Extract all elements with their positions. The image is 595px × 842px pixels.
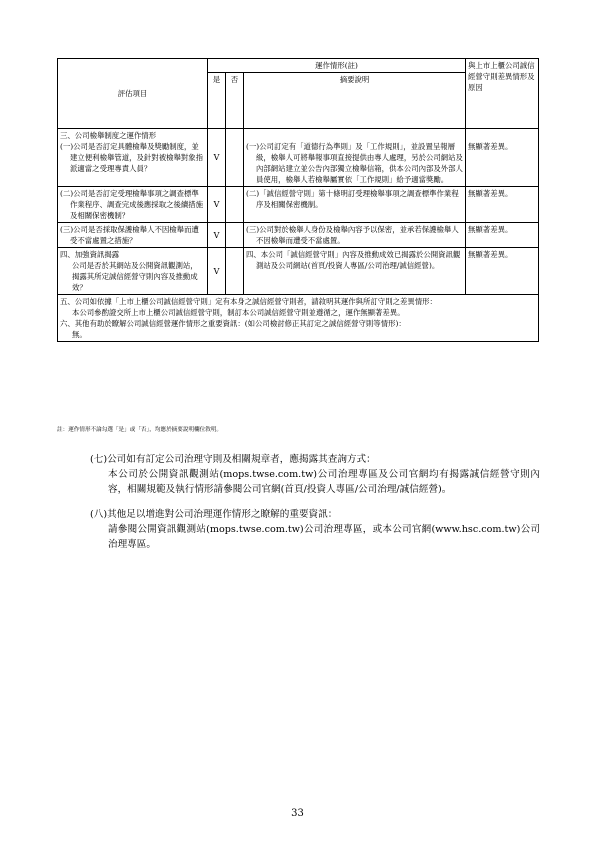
row-difference: 無顯著差異。: [466, 223, 539, 248]
row6-answer: 無。: [72, 330, 87, 339]
row-item: 公司是否於其網站及公開資訊觀測站，揭露其所定誠信經營守則內容及推動成效？: [72, 261, 198, 292]
table-row: [58, 248, 539, 295]
table-row: [58, 129, 539, 187]
row-summary: (二)「誠信經營守則」第十條明訂受理檢舉事項之調查標準作業程序及相關保密機制。: [246, 189, 459, 209]
row-yes-mark: V: [208, 129, 226, 187]
row-no-mark: [226, 187, 244, 223]
row-summary: 四、本公司「誠信經營守則」內容及推動成效已揭露於公開資訊觀測站及公司網站(首頁/投資人專區/公司治理/誠信經營)。: [246, 250, 461, 270]
table-row: [58, 295, 539, 342]
row-item: (一)公司是否訂定具體檢舉及獎勵制度，並建立便利檢舉管道，及針對被檢舉對象指派適當之受理專責人員？: [60, 142, 204, 173]
header-summary: 摘要說明: [244, 73, 466, 129]
header-difference: 與上市上櫃公司誠信經營守則差異情形及原因: [466, 59, 539, 129]
section-7-body: 本公司於公開資訊觀測站(mops.twse.com.tw)公司治理專區及公司官網均有揭露誠信經營守則內容，相關規範及執行情形請參閱公司官網(首頁/投資人專區/公司治理/誠信經營)。: [108, 469, 540, 495]
row-difference: 無顯著差異。: [466, 187, 539, 223]
table-footnote: 註：運作情形不論勾選「是」或「否」，均應於摘要說明欄位敘明。: [57, 427, 223, 433]
header-yes: 是: [208, 73, 226, 129]
row-summary: (一)公司訂定有「道德行為準則」及「工作規則」，並設置呈報層級，檢舉人可將舉報事項直接提供由專人處理，另於公司網站及內部網站建立並公告內部獨立檢舉信箱，供本公司內部及外部人員使用，檢舉人若檢舉屬實依「工作規則」給予適當獎勵。: [246, 142, 463, 184]
header-item: 評估項目: [58, 59, 208, 129]
row-yes-mark: V: [208, 248, 226, 295]
row-item: (三)公司是否採取保護檢舉人不因檢舉而遭受不當處置之措施？: [60, 225, 199, 245]
header-no: 否: [226, 73, 244, 129]
section-8: [90, 507, 540, 552]
header-status: 運作情形(註): [208, 59, 466, 73]
row-yes-mark: V: [208, 187, 226, 223]
row-item-cell: [58, 129, 208, 187]
row-yes-mark: V: [208, 223, 226, 248]
row-summary: (三)公司對於檢舉人身份及檢舉內容予以保密，並承若保護檢舉人不因檢舉而遭受不當處置。: [246, 225, 459, 245]
section4-title: 四、加強資訊揭露: [60, 250, 120, 259]
page-number: 33: [291, 808, 304, 819]
row-difference: 無顯著差異。: [466, 129, 539, 187]
section-7-title: (七)公司如有訂定公司治理守則及相關規章者，應揭露其查詢方式：: [90, 454, 376, 465]
section-8-body: 請參閱公開資訊觀測站(mops.twse.com.tw)公司治理專區，或本公司官網(www.hsc.com.tw)公司治理專區。: [108, 524, 540, 550]
row-item: (二)公司是否訂定受理檢舉事項之調查標準作業程序、調查完成後應採取之後續措施及相關保密機制？: [60, 189, 204, 220]
row-no-mark: [226, 248, 244, 295]
row-difference: 無顯著差異。: [466, 248, 539, 295]
table-row: [58, 187, 539, 223]
section-7: [90, 452, 540, 497]
section-8-title: (八)其他足以增進對公司治理運作情形之瞭解的重要資訊：: [90, 509, 338, 520]
row5-answer: 本公司參酌證交所上市上櫃公司誠信經營守則，制訂本公司誠信經營守則並遵循之，運作無顯著差異。: [72, 308, 405, 317]
row6-question: 六、其他有助於瞭解公司誠信經營運作情形之重要資訊：(如公司檢討修正其訂定之誠信經營守則等情形)：: [60, 319, 406, 328]
row-no-mark: [226, 129, 244, 187]
table-row: [58, 223, 539, 248]
integrity-evaluation-table: [57, 58, 539, 342]
row5-question: 五、公司如依據「上市上櫃公司誠信經營守則」定有本身之誠信經營守則者，請敘明其運作與所訂守則之差異情形：: [60, 297, 437, 306]
row-no-mark: [226, 223, 244, 248]
section3-title: 三、公司檢舉制度之運作情形: [60, 131, 157, 140]
